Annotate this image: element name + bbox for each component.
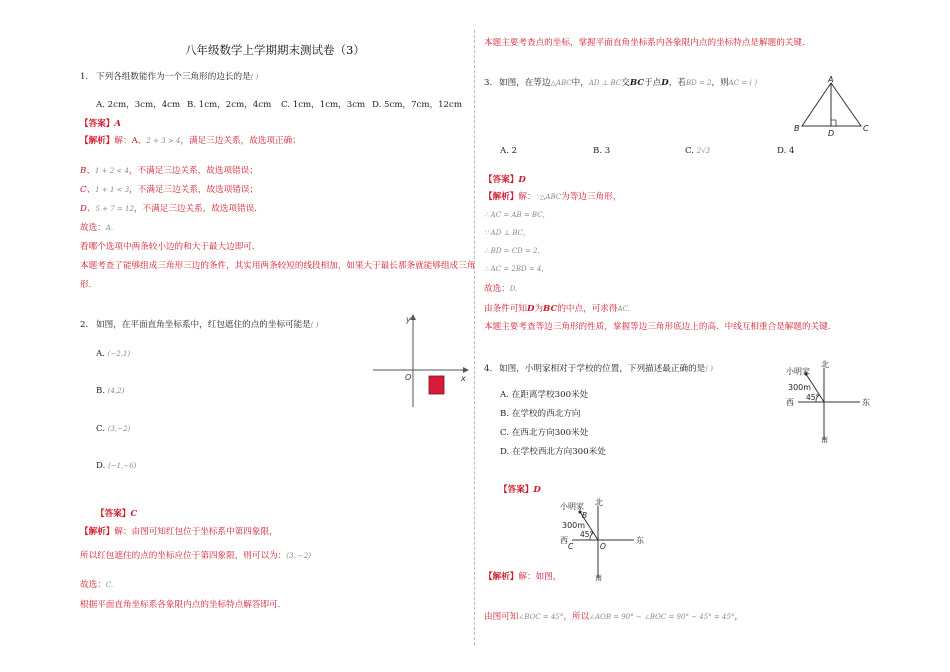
point-c-label: C xyxy=(568,542,574,551)
angle-label: 45° xyxy=(806,393,820,402)
answer-label: 【答案】 xyxy=(96,509,131,519)
origin-label: O xyxy=(405,373,412,382)
line2-text: 所以红包遮住的点的坐标应位于第四象限，则可以为： xyxy=(80,551,287,561)
analysis-math: ∵△ABC xyxy=(535,193,562,201)
answer-value: D xyxy=(518,175,526,185)
right-angle-mark xyxy=(831,120,836,126)
stem-math: AC = ( ) xyxy=(728,79,758,87)
q3-analysis xyxy=(484,192,621,203)
q2-stem-text: 如图，在平面直角坐标系中，红包遮住的点的坐标可能是 xyxy=(96,320,311,330)
option-label: C. xyxy=(96,424,106,434)
home-label: 小明家 xyxy=(560,502,584,511)
q4-option-a[interactable]: A. 在距离学校300米处 xyxy=(500,390,589,400)
q2-option-a[interactable] xyxy=(96,349,130,360)
answer-value: C xyxy=(130,509,138,519)
x-axis-label: x xyxy=(461,374,466,383)
conclusion-math: ∠BOC = 45° xyxy=(518,613,564,621)
analysis-rest: ，满足三边关系，故选项正确； xyxy=(180,136,301,146)
q3-option-b[interactable]: B. 3 xyxy=(593,146,611,156)
point-d-label: D xyxy=(828,129,835,138)
page-title: 八年级数学上学期期末测试卷（3） xyxy=(185,43,365,57)
analysis-label: 【解析】 xyxy=(80,527,115,537)
option-label: D. xyxy=(96,461,106,471)
q2-stem xyxy=(96,320,319,331)
q1-stem xyxy=(96,72,258,83)
b-label: B、 xyxy=(80,166,95,176)
q3-step-5 xyxy=(484,264,548,275)
c-label: C、 xyxy=(80,185,96,195)
stem-math: △ABC xyxy=(550,79,572,87)
q3-option-a[interactable]: A. 2 xyxy=(500,146,518,156)
conclusion-part: 由图可知 xyxy=(484,612,519,622)
d-label: D、 xyxy=(80,204,96,214)
q2-bracket: ( ) xyxy=(310,321,319,329)
q3-number: 3. xyxy=(484,78,493,88)
analysis-rest: 为等边三角形， xyxy=(561,192,622,202)
q4-compass-figure xyxy=(780,356,880,444)
q1-option-d[interactable]: D. 5cm，7cm，12cm xyxy=(372,100,462,110)
option-math: 2√3 xyxy=(696,147,711,155)
note-math: AC. xyxy=(617,305,630,313)
q4-answer xyxy=(499,485,541,496)
q2-note: 根据平面直角坐标系各象限内点的坐标特点解答即可． xyxy=(80,600,287,610)
analysis-text: 解：如图， xyxy=(518,572,562,582)
analysis-text: 解：由图可知红包位于坐标系中第四象限， xyxy=(114,527,278,537)
q1-choose xyxy=(80,223,113,234)
angle-label: 45° xyxy=(580,530,594,539)
q2-analysis-line2 xyxy=(80,551,311,562)
step-math: ∴ AC = AB = BC， xyxy=(484,211,550,219)
d-math: 5 + 7 = 12 xyxy=(95,205,134,213)
analysis-label: 【解析】 xyxy=(484,192,519,202)
q1-option-b[interactable]: B. 1cm，2cm，4cm xyxy=(187,100,272,110)
q3-option-c[interactable] xyxy=(685,146,710,157)
choose-text: 故选： xyxy=(80,223,106,233)
stem-math: AD ⊥ BC xyxy=(588,79,622,87)
analysis-math: 2 + 3 > 4 xyxy=(146,137,181,145)
q1-note-2: 本题考查了能够组成三角形三边的条件，其实用两条较短的线段相加，如果大于最长那条就能够组成三角 xyxy=(80,261,476,271)
note-part: 为 xyxy=(534,304,544,314)
note-part: 由条件可知 xyxy=(484,304,527,314)
option-label: C. xyxy=(685,146,695,156)
step-math: ∴ BD = CD = 2， xyxy=(484,247,545,255)
c-math: 1 + 1 < 3 xyxy=(95,186,130,194)
x-axis-arrow xyxy=(463,367,469,373)
d-rest: ，不满足三边关系，故选项错误． xyxy=(133,204,263,214)
q2-option-b[interactable] xyxy=(96,386,124,397)
q3-step-3 xyxy=(484,228,530,239)
north-label: 北 xyxy=(821,360,829,369)
b-rest: ，不满足三边关系，故选项错误； xyxy=(128,166,258,176)
line2-math: (3, −2) xyxy=(286,552,311,560)
option-label: B. xyxy=(96,386,106,396)
q4-bracket: ( ) xyxy=(705,365,713,373)
answer-value: A xyxy=(114,119,122,129)
q3-note-1 xyxy=(484,304,630,315)
q4-conclusion xyxy=(484,612,743,623)
north-label: 北 xyxy=(595,498,603,507)
q2-analysis xyxy=(80,527,278,538)
stem-part: 如图，在等边 xyxy=(499,78,551,88)
analysis-text: 解： xyxy=(518,192,536,202)
column-divider xyxy=(474,30,475,645)
q2-option-c[interactable] xyxy=(96,424,130,435)
q2-option-d[interactable] xyxy=(96,461,136,472)
q3-step-2 xyxy=(484,210,550,221)
vertex-a-label: A xyxy=(828,75,834,84)
q2-note-continued: 本题主要考查点的坐标，掌握平面直角坐标系内各象限内点的坐标特点是解题的关键． xyxy=(484,38,811,48)
stem-var: BC xyxy=(629,78,645,88)
choose-math: A. xyxy=(105,224,114,232)
q2-number: 2. xyxy=(80,320,89,330)
vertex-b-label: B xyxy=(794,124,800,133)
option-math: (−2,1) xyxy=(107,350,131,358)
stem-part: 交 xyxy=(621,78,630,88)
point-o-label: O xyxy=(600,542,606,551)
q2-answer xyxy=(96,509,137,520)
west-label: 西 xyxy=(786,398,794,407)
q4-option-b[interactable]: B. 在学校的西北方向 xyxy=(500,409,581,419)
stem-part: ，则 xyxy=(711,78,729,88)
home-label: 小明家 xyxy=(786,367,810,376)
analysis-text: 解：A、 xyxy=(114,136,147,146)
east-label: 东 xyxy=(636,536,644,545)
q3-note-2: 本题主要考查等边三角形的性质，掌握等边三角形底边上的高、中线互相重合是解题的关键． xyxy=(484,322,837,332)
step-math: ∴ AC = 2BD = 4， xyxy=(484,265,549,273)
b-math: 1 + 2 < 4 xyxy=(94,167,129,175)
west-label: 西 xyxy=(560,536,568,545)
q3-triangle-figure xyxy=(790,74,875,140)
east-label: 东 xyxy=(862,398,870,407)
q3-step-4 xyxy=(484,246,545,257)
q1-option-c[interactable]: C. 1cm，1cm，3cm xyxy=(281,100,366,110)
q1-note-3: 形． xyxy=(80,280,98,290)
stem-part: 中， xyxy=(571,78,589,88)
answer-value: D xyxy=(533,485,541,495)
stem-part: ，若 xyxy=(668,78,686,88)
q3-option-d[interactable]: D. 4 xyxy=(777,146,795,156)
q1-note-1: 看哪个选项中两条较小边的和大于最大边即可． xyxy=(80,242,261,252)
q2-coordinate-figure xyxy=(365,312,470,412)
analysis-label: 【解析】 xyxy=(484,572,519,582)
choose-math: D. xyxy=(509,285,518,293)
note-part: 的中点，可求得 xyxy=(557,304,618,314)
choose-math: C. xyxy=(105,581,114,589)
distance-label: 300m xyxy=(562,521,586,530)
analysis-label: 【解析】 xyxy=(80,136,115,146)
q4-stem-text: 如图，小明家相对于学校的位置，下列描述最正确的是 xyxy=(499,364,706,374)
note-var: D xyxy=(526,304,535,314)
q1-option-d-analysis xyxy=(80,204,263,215)
q1-option-b-analysis xyxy=(80,166,258,177)
q1-bracket: ( ) xyxy=(250,73,259,81)
q1-answer xyxy=(80,119,121,130)
y-axis-arrow xyxy=(410,314,416,320)
step-math: ∵ AD ⊥ BC， xyxy=(484,229,531,237)
distance-label: 300m xyxy=(788,383,812,392)
q1-number: 1. xyxy=(80,72,89,82)
stem-math: BD = 2 xyxy=(685,79,712,87)
q1-option-c-analysis xyxy=(80,185,258,196)
q3-choose xyxy=(484,284,517,295)
option-math: (3,−2) xyxy=(107,425,131,433)
option-label: A. xyxy=(96,349,105,359)
answer-label: 【答案】 xyxy=(499,485,534,495)
note-var: BC xyxy=(543,304,558,314)
answer-label: 【答案】 xyxy=(484,175,519,185)
conclusion-part: ，所以 xyxy=(563,612,590,622)
q1-analysis xyxy=(80,136,301,147)
stem-part: 于点 xyxy=(644,78,662,88)
y-axis-label: y xyxy=(406,315,411,324)
q4-solution-figure xyxy=(556,496,656,582)
conclusion-part: ， xyxy=(734,612,744,622)
q1-option-a[interactable]: A. 2cm，3cm，4cm xyxy=(96,100,181,110)
q4-analysis xyxy=(484,572,561,583)
q4-number: 4. xyxy=(484,364,493,374)
stem-var: D xyxy=(661,78,669,88)
q4-option-c[interactable]: C. 在西北方向300米处 xyxy=(500,428,589,438)
q1-stem-text: 下列各组数能作为一个三角形的边长的是 xyxy=(96,72,251,82)
q2-choose xyxy=(80,580,113,591)
q4-stem xyxy=(499,364,713,375)
c-rest: ，不满足三边关系，故选项错误； xyxy=(129,185,259,195)
red-envelope xyxy=(429,376,444,394)
option-math: (4,2) xyxy=(107,387,125,395)
answer-label: 【答案】 xyxy=(80,119,115,129)
vertex-c-label: C xyxy=(863,124,869,133)
south-label: 南 xyxy=(821,436,828,444)
choose-text: 故选： xyxy=(80,580,106,590)
point-b-label: B xyxy=(582,511,588,520)
south-label: 南 xyxy=(595,574,602,582)
option-math: (−1,−6) xyxy=(108,462,137,470)
q3-answer xyxy=(484,175,526,186)
conclusion-math: ∠AOB = 90° − ∠BOC = 90° − 45° = 45° xyxy=(589,613,735,621)
choose-text: 故选： xyxy=(484,284,510,294)
q3-stem xyxy=(499,78,757,89)
q4-option-d[interactable]: D. 在学校西北方向300米处 xyxy=(500,447,606,457)
